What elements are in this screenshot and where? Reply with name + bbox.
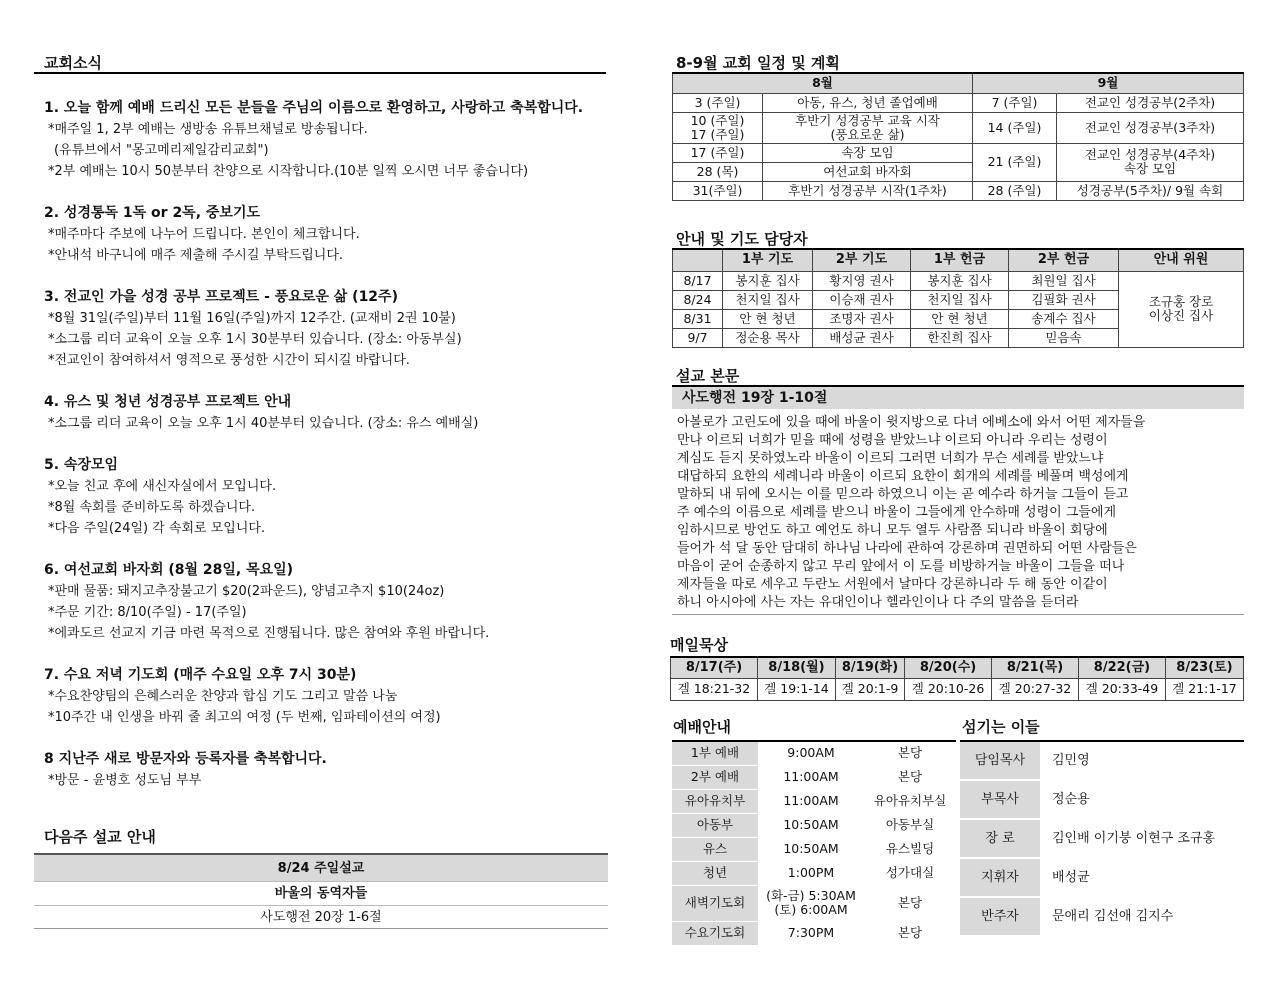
news-line: *안내석 바구니에 매주 제출해 주시길 부탁드립니다. [48, 248, 344, 263]
daily-day: 8/21(목) [992, 657, 1079, 678]
schedule-event: 속장 모임 [763, 143, 973, 162]
sermon-line: 아볼로가 고린도에 있을 때에 바울이 윗지방으로 다녀 에베소에 와서 어떤 제자들을 [677, 415, 1146, 430]
staff-names: 배성균 [1040, 858, 1244, 897]
guide-committee [1119, 271, 1244, 347]
schedule-date: 3 (주일) [673, 93, 763, 112]
worship-time: 10:50AM [758, 837, 864, 861]
worship-time: 11:00AM [758, 765, 864, 789]
worship-place: 유스빌딩 [864, 837, 956, 861]
daily-reading: 겔 20:33-49 [1078, 678, 1165, 700]
usher-cell: 천지일 집사 [723, 290, 813, 309]
news-title: 7. 수요 저녁 기도회 (매주 수요일 오후 7시 30분) [44, 667, 357, 683]
news-title: 8 지난주 새로 방문자와 등록자를 축복합니다. [44, 751, 327, 767]
table-row [960, 819, 1244, 858]
schedule-date [673, 112, 763, 143]
table-row [672, 789, 956, 813]
worship-table [672, 740, 956, 946]
usher-cell: 최원일 집사 [1009, 271, 1119, 290]
table-row [960, 780, 1244, 819]
sermon-line: 들어가 석 달 동안 담대히 하나님 나라에 관하여 강론하며 권면하되 어떤 사람들은 [677, 541, 1137, 556]
news-title: 1. 오늘 함께 예배 드리신 모든 분들을 주님의 이름으로 환영하고, 사랑하고 축복합니다. [44, 100, 584, 116]
usher-cell: 안 현 청년 [911, 309, 1009, 328]
worship-place: 아동부실 [864, 813, 956, 837]
schedule-event: 아동, 유스, 청년 졸업예배 [763, 93, 973, 112]
schedule-event: 성경공부(5주차)/ 9월 속회 [1057, 181, 1244, 200]
sermon-line: 대답하되 요한의 세례니라 바울이 이르되 요한이 회개의 세례를 베풀며 백성에게 [677, 469, 1129, 484]
schedule-heading: 8-9월 교회 일정 및 계획 [676, 54, 840, 72]
staff-role: 지휘자 [960, 858, 1040, 897]
news-title: 2. 성경통독 1독 or 2독, 중보기도 [44, 205, 260, 221]
schedule-event: 전교인 성경공부(3주차) [1057, 112, 1244, 143]
schedule-event: 후반기 성경공부 시작(1주차) [763, 181, 973, 200]
staff-role: 부목사 [960, 780, 1040, 819]
next-sermon-date: 8/24 주일설교 [34, 853, 608, 881]
daily-day: 8/17(주) [671, 657, 758, 678]
divider [672, 614, 1244, 615]
worship-time: 7:30PM [758, 921, 864, 945]
news-line: *수요찬양팀의 은혜스러운 찬양과 합심 기도 그리고 말씀 나눔 [48, 689, 398, 704]
sermon-line: 제자들을 따로 세우고 두란노 서원에서 날마다 강론하니라 두 해 동안 이같이 [677, 577, 1108, 592]
usher-col-header: 안내 위원 [1119, 249, 1244, 271]
worship-time-line: (토) 6:00AM [774, 902, 848, 917]
usher-date: 8/31 [673, 309, 723, 328]
usher-date: 8/24 [673, 290, 723, 309]
sep-header: 9월 [973, 73, 1244, 93]
divider [34, 72, 606, 74]
news-line: *에콰도르 선교지 기금 마련 목적으로 진행됩니다. 많은 참여와 후원 바랍니다. [48, 626, 490, 641]
usher-col-header: 2부 기도 [813, 249, 911, 271]
worship-name: 1부 예배 [672, 741, 758, 765]
schedule-table [672, 72, 1244, 201]
worship-heading: 예배안내 [673, 718, 731, 736]
usher-cell: 한진희 집사 [911, 328, 1009, 347]
worship-place: 유아유치부실 [864, 789, 956, 813]
schedule-event [1057, 143, 1244, 181]
schedule-date-line: 10 (주일) [690, 112, 745, 128]
news-section-7 [44, 665, 609, 728]
usher-cell: 배성균 권사 [813, 328, 911, 347]
guide-name: 이상진 집사 [1148, 308, 1214, 323]
table-row [960, 897, 1244, 936]
table-row [673, 93, 1244, 112]
usher-cell: 정순용 목사 [723, 328, 813, 347]
news-title: 5. 속장모임 [44, 457, 119, 473]
worship-place: 성가대실 [864, 861, 956, 885]
worship-time-line: (화-금) 5:30AM [766, 888, 856, 903]
schedule-date: 17 (주일) [673, 143, 763, 162]
sermon-line: 말하되 내 뒤에 오시는 이를 믿으라 하였으니 이는 곧 예수라 하거늘 그들이 듣고 [677, 487, 1129, 502]
table-row [672, 741, 956, 765]
news-title: 4. 유스 및 청년 성경공부 프로젝트 안내 [44, 394, 292, 410]
usher-cell: 봉지훈 집사 [911, 271, 1009, 290]
usher-col-header [673, 249, 723, 271]
sermon-body [677, 414, 1242, 612]
usher-cell: 봉지훈 집사 [723, 271, 813, 290]
worship-time: 9:00AM [758, 741, 864, 765]
next-sermon-passage: 사도행전 20장 1-6절 [34, 905, 608, 929]
table-row [671, 678, 1244, 700]
news-section-6 [44, 560, 609, 644]
church-news-heading: 교회소식 [44, 54, 102, 72]
usher-cell: 황지영 권사 [813, 271, 911, 290]
staff-role: 반주자 [960, 897, 1040, 936]
staff-table [960, 740, 1244, 937]
schedule-event: 전교인 성경공부(2주차) [1057, 93, 1244, 112]
worship-name: 새벽기도회 [672, 885, 758, 921]
staff-heading: 섬기는 이들 [962, 718, 1040, 736]
usher-cell: 이승재 권사 [813, 290, 911, 309]
news-line: *판매 물품: 돼지고추장불고기 $20(2파운드), 양념고추지 $10(24oz) [48, 584, 445, 599]
table-row [673, 112, 1244, 143]
news-line: *방문 - 윤병호 성도님 부부 [48, 773, 202, 788]
staff-role: 담임목사 [960, 741, 1040, 780]
worship-name: 아동부 [672, 813, 758, 837]
schedule-date: 14 (주일) [973, 112, 1057, 143]
worship-time: 11:00AM [758, 789, 864, 813]
staff-role: 장 로 [960, 819, 1040, 858]
table-row [673, 143, 1244, 162]
schedule-event: 여선교회 바자회 [763, 162, 973, 181]
news-line: *소그룹 리더 교육이 오늘 오후 1시 30분부터 있습니다. (장소: 아동부실) [48, 332, 462, 347]
usher-table [672, 248, 1244, 348]
next-sermon-box [34, 853, 608, 929]
next-sermon-heading: 다음주 설교 안내 [44, 828, 156, 846]
news-line: *10주간 내 인생을 바꿔 줄 최고의 여정 (두 번째, 임파테이션의 여정) [48, 710, 441, 725]
worship-name: 유스 [672, 837, 758, 861]
table-row [673, 181, 1244, 200]
usher-cell: 조명자 권사 [813, 309, 911, 328]
usher-date: 8/17 [673, 271, 723, 290]
daily-reading: 겔 18:21-32 [671, 678, 758, 700]
worship-name: 유아유치부 [672, 789, 758, 813]
guide-name: 조규홍 장로 [1148, 294, 1214, 309]
usher-heading: 안내 및 기도 담당자 [676, 230, 808, 248]
table-row [672, 885, 956, 921]
usher-cell: 송계수 집사 [1009, 309, 1119, 328]
news-line: *주문 기간: 8/10(주일) - 17(주일) [48, 605, 247, 620]
daily-reading: 겔 20:1-9 [835, 678, 904, 700]
usher-col-header: 1부 기도 [723, 249, 813, 271]
news-line: *다음 주일(24일) 각 속회로 모입니다. [48, 521, 266, 536]
schedule-date: 31(주일) [673, 181, 763, 200]
news-section-4 [44, 392, 609, 434]
daily-heading: 매일묵상 [670, 636, 728, 654]
sermon-passage: 사도행전 19장 1-10절 [672, 385, 1244, 409]
worship-place: 본당 [864, 885, 956, 921]
news-title: 3. 전교인 가을 성경 공부 프로젝트 - 풍요로운 삶 (12주) [44, 289, 398, 305]
schedule-event-line: 후반기 성경공부 교육 시작 [795, 112, 940, 128]
worship-place: 본당 [864, 741, 956, 765]
aug-header: 8월 [673, 73, 973, 93]
usher-cell: 김필화 권사 [1009, 290, 1119, 309]
daily-reading: 겔 20:27-32 [992, 678, 1079, 700]
daily-day: 8/18(월) [757, 657, 835, 678]
sermon-line: 임하시므로 방언도 하고 예언도 하니 모두 열두 사람쯤 되니라 바울이 회당에 [677, 523, 1108, 538]
news-section-2 [44, 203, 609, 266]
schedule-date: 7 (주일) [973, 93, 1057, 112]
news-section-3 [44, 287, 609, 371]
worship-time: 10:50AM [758, 813, 864, 837]
usher-cell: 천지일 집사 [911, 290, 1009, 309]
table-row [672, 765, 956, 789]
usher-col-header: 1부 헌금 [911, 249, 1009, 271]
daily-devotion-table [670, 656, 1244, 701]
daily-day: 8/19(화) [835, 657, 904, 678]
daily-reading: 겔 21:1-17 [1165, 678, 1243, 700]
table-row [672, 837, 956, 861]
news-line: *8월 31일(주일)부터 11월 16일(주일)까지 12주간. (교재비 2권 10불) [48, 311, 456, 326]
news-line: *전교인이 참여하셔서 영적으로 풍성한 시간이 되시길 바랍니다. [48, 353, 410, 368]
daily-reading: 겔 19:1-14 [757, 678, 835, 700]
table-row [672, 861, 956, 885]
worship-place: 본당 [864, 921, 956, 945]
news-line: *오늘 친교 후에 새신자실에서 모입니다. [48, 479, 277, 494]
usher-date: 9/7 [673, 328, 723, 347]
table-row [960, 741, 1244, 780]
daily-day: 8/23(토) [1165, 657, 1243, 678]
news-line: *매주일 1, 2부 예배는 생방송 유튜브채널로 방송됩니다. [48, 122, 368, 137]
news-section-1 [44, 98, 609, 182]
news-line: *소그룹 리더 교육이 오늘 오후 1시 40분부터 있습니다. (장소: 유스 예배실) [48, 416, 479, 431]
schedule-date: 28 (목) [673, 162, 763, 181]
schedule-date-line: 17 (주일) [690, 126, 745, 142]
worship-name: 청년 [672, 861, 758, 885]
worship-time: 1:00PM [758, 861, 864, 885]
daily-reading: 겔 20:10-26 [905, 678, 992, 700]
staff-names: 정순용 [1040, 780, 1244, 819]
table-row [673, 271, 1244, 290]
schedule-event-line: 속장 모임 [1123, 161, 1177, 176]
worship-name: 수요기도회 [672, 921, 758, 945]
usher-cell: 믿음속 [1009, 328, 1119, 347]
usher-cell: 안 현 청년 [723, 309, 813, 328]
news-section-5 [44, 455, 609, 539]
sermon-heading: 설교 본문 [676, 367, 740, 385]
usher-col-header: 2부 헌금 [1009, 249, 1119, 271]
table-row [960, 858, 1244, 897]
worship-place: 본당 [864, 765, 956, 789]
daily-day: 8/20(수) [905, 657, 992, 678]
worship-name: 2부 예배 [672, 765, 758, 789]
staff-names: 문애리 김선애 김지수 [1040, 897, 1244, 936]
news-line: *매주마다 주보에 나누어 드립니다. 본인이 체크합니다. [48, 227, 360, 242]
news-section-8 [44, 749, 609, 791]
schedule-event-line: (풍요로운 삶) [830, 126, 905, 142]
next-sermon-title: 바울의 동역자들 [34, 881, 608, 905]
sermon-line: 주 예수의 이름으로 세례를 받으니 바울이 그들에게 안수하매 성령이 그들에게 [677, 505, 1117, 520]
worship-time [758, 885, 864, 921]
schedule-date: 21 (주일) [973, 143, 1057, 181]
sermon-line: 계심도 듣지 못하였노라 바울이 이르되 그러면 너희가 무슨 세례를 받았느냐 [677, 451, 1104, 466]
sermon-line: 만나 이르되 너희가 믿을 때에 성령을 받았느냐 이르되 아니라 우리는 성령이 [677, 433, 1108, 448]
staff-names: 김민영 [1040, 741, 1244, 780]
church-news-column [34, 0, 609, 989]
table-row [672, 921, 956, 945]
news-title: 6. 여선교회 바자회 (8월 28일, 목요일) [44, 562, 294, 578]
news-line: *8월 속회를 준비하도록 하겠습니다. [48, 500, 256, 515]
sermon-line: 마음이 굳어 순종하지 않고 무리 앞에서 이 도를 비방하거늘 바울이 그들을 떠나 [677, 559, 1125, 574]
sermon-line: 하니 아시아에 사는 자는 유대인이나 헬라인이나 다 주의 말씀을 듣더라 [677, 595, 1079, 610]
schedule-event [763, 112, 973, 143]
news-line: (유튜브에서 "몽고메리제일감리교회") [54, 143, 269, 158]
table-row [672, 813, 956, 837]
daily-day: 8/22(금) [1078, 657, 1165, 678]
news-line: *2부 예배는 10시 50분부터 찬양으로 시작합니다.(10분 일찍 오시면 너무 좋습니다) [48, 164, 529, 179]
schedule-event-line: 전교인 성경공부(4주차) [1084, 147, 1216, 162]
staff-names: 김인배 이기붕 이현구 조규홍 [1040, 819, 1244, 858]
schedule-date: 28 (주일) [973, 181, 1057, 200]
